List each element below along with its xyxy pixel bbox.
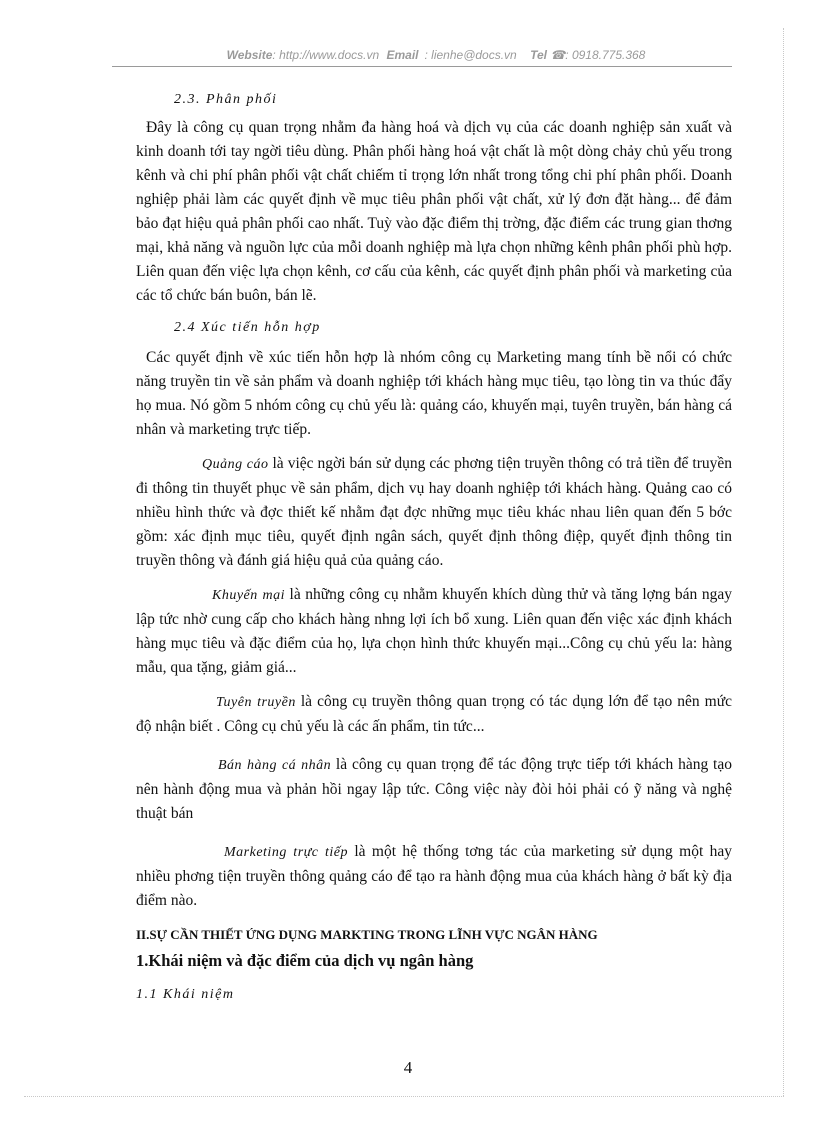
- tel-label: Tel: [530, 48, 547, 62]
- header-divider: [112, 66, 732, 67]
- heading-2-3: 2.3. Phân phối: [174, 92, 278, 107]
- term-tuyen-truyen: Tuyên truyền: [216, 695, 296, 710]
- para-quang-cao: Quảng cáo là việc ngời bán sử dụng các phơng tiện truyền thông có trả tiền để truyền đi thông tin thuyết phục về sản phẩm, dịch vụ hay doanh nghiệp tới khách hàng. Quảng cao có nhiều hình thức và đợc thiết kế nhằm đạt đợc những mục tiêu khác nhau liên quan đến 5 bớc gồm: xác định mục tiêu, quyết định ngân sách, quyết định thông điệp, quyết định thông tin truyền thông và đánh giá hiệu quả của quảng cáo.: [136, 455, 732, 569]
- term-khuyen-mai: Khuyến mại: [212, 588, 285, 603]
- para-2-3: Đây là công cụ quan trọng nhằm đa hàng hoá và dịch vụ của các doanh nghiệp sản xuất và kinh doanh tới tay ngời tiêu dùng. Phân phối hàng hoá vật chất là một dòng chảy chủ yếu trong kênh và chi phí phân phối vật chất chiếm tỉ trọng lớn nhất trong tổng chi phí phân phối. Doanh nghiệp phải làm các quyết định về mục tiêu phân phối vật chất, xử lý đơn đặt hàng... để đảm bảo đạt hiệu quả phân phối cao nhất. Tuỳ vào đặc điểm thị trờng, đặc điểm các trung gian thơng mại, khả năng và nguồn lực của mỗi doanh nghiệp mà lựa chọn những kênh phân phối phù hợp. Liên quan đến việc lựa chọn kênh, cơ cấu của kênh, các quyết định phân phối và marketing của các tổ chức bán buôn, bán lẽ.: [136, 119, 732, 304]
- phone-icon: ☎: [550, 48, 566, 62]
- para-tuyen-truyen: Tuyên truyền là công cụ truyền thông quan trọng có tác dụng lớn để tạo nên mức độ nhận biết . Công cụ chủ yếu là các ấn phẩm, tin tức...: [136, 693, 732, 735]
- page-header: [160, 48, 712, 62]
- heading-2-4: 2.4 Xúc tiến hỗn hợp: [174, 320, 321, 335]
- para-ban-hang: Bán hàng cá nhân là công cụ quan trọng để tác động trực tiếp tới khách hàng tạo nên hành động mua và phản hồi ngay lập tức. Công việc này đòi hỏi phải có ỹ năng và nghệ thuật bán: [136, 756, 732, 822]
- footer-divider: [24, 1096, 784, 1097]
- term-marketing-truc-tiep: Marketing trực tiếp: [224, 845, 348, 860]
- para-2-4-intro: Các quyết định về xúc tiến hỗn hợp là nhóm công cụ Marketing mang tính bề nổi có chức năng truyền tin về sản phẩm và doanh nghiệp tới khách hàng mục tiêu, tạo lòng tin va thúc đẩy họ mua. Nó gồm 5 nhóm công cụ chủ yếu là: quảng cáo, khuyến mại, tuyên truyền, bán hàng cá nhân và marketing trực tiếp.: [136, 349, 732, 438]
- term-quang-cao: Quảng cáo: [202, 457, 269, 472]
- margin-guide: [783, 28, 784, 1096]
- heading-1-1: 1.1 Khái niệm: [136, 987, 235, 1002]
- tel-value: : 0918.775.368: [565, 48, 646, 62]
- website-value: : http://www.docs.vn: [272, 48, 380, 62]
- email-value: : lienhe@docs.vn: [424, 48, 517, 62]
- para-khuyen-mai: Khuyến mại là những công cụ nhằm khuyến khích dùng thử và tăng lợng bán ngay lập tức nhờ cung cấp cho khách hàng nhng lợi ích bổ xung. Liên quan đến việc xác định khách hàng mục tiêu và đặc điểm của họ, lựa chọn hình thức khuyến mại...Công cụ chủ yếu la: hàng mẫu, qua tặng, giảm giá...: [136, 586, 733, 676]
- para-marketing-truc-tiep: Marketing trực tiếp là một hệ thống tơng tác của marketing sử dụng một hay nhiều phơng tiện truyền thông quảng cáo để tạo ra hành động mua của khách hàng ở bất kỳ địa điểm nào.: [136, 843, 733, 909]
- page-content: [136, 92, 732, 1003]
- term-ban-hang: Bán hàng cá nhân: [218, 758, 332, 773]
- heading-1: 1.Khái niệm và đặc điểm của dịch vụ ngân hàng: [136, 951, 474, 970]
- email-label: Email: [386, 48, 419, 62]
- website-label: Website: [226, 48, 273, 62]
- heading-section-ii: II.SỰ CẦN THIẾT ỨNG DỤNG MARKTING TRONG LĨNH VỰC NGÂN HÀNG: [136, 927, 598, 942]
- page-number: 4: [403, 1058, 413, 1077]
